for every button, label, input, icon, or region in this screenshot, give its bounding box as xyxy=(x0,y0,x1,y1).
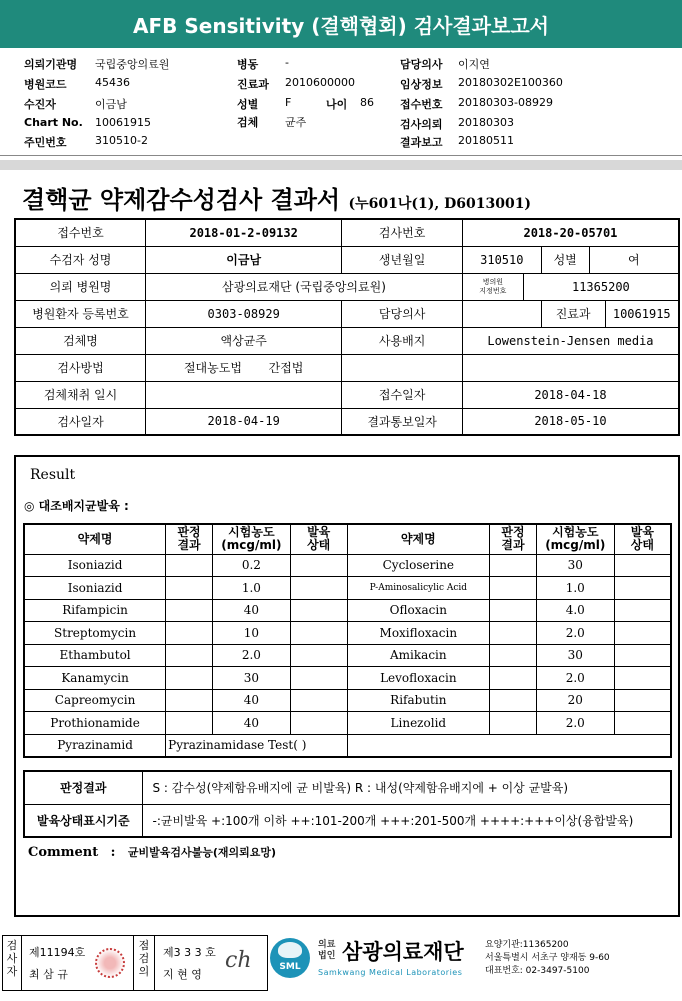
inspector-name: 최 삼 규 xyxy=(29,968,68,981)
conc-cell: 40 xyxy=(212,599,290,622)
comment-label: Comment xyxy=(28,845,99,860)
specimen-value: 액상균주 xyxy=(146,327,342,354)
method-indirect: 간접법 xyxy=(268,361,304,375)
info-value: F xyxy=(285,96,292,109)
org-code: 요양기관:11365200 xyxy=(485,940,569,950)
info-value: 2010600000 xyxy=(285,76,355,89)
age-value: 86 xyxy=(360,96,374,109)
judge-legend-text: S : 감수성(약제함유배지에 균 비발육) R : 내성(약제함유배지에 + 이상 균발육) xyxy=(142,771,671,804)
info-label: 병동 xyxy=(237,58,259,71)
accept-label: 접수일자 xyxy=(342,381,463,408)
document-title xyxy=(22,180,531,215)
divider xyxy=(154,936,155,990)
hospital-code-label-line2: 지정번호 xyxy=(479,286,507,295)
org-prefix xyxy=(318,940,335,962)
method-value xyxy=(146,354,342,381)
growth-header-line1: 발육 xyxy=(307,525,331,540)
info-label: 성별 xyxy=(237,98,259,111)
table-row xyxy=(24,689,671,712)
notify-value: 2018-05-10 xyxy=(462,408,679,435)
judge-header-line2: 결과 xyxy=(501,538,525,553)
growth-cell xyxy=(614,644,671,667)
org-prefix-2: 법인 xyxy=(318,951,336,961)
divider xyxy=(0,155,682,156)
drug-name: Capreomycin xyxy=(24,689,166,712)
conc-cell: 0.2 xyxy=(212,554,290,577)
hospital-code-label xyxy=(462,273,523,300)
conc-cell: 1.0 xyxy=(212,577,290,600)
info-label: 임상정보 xyxy=(400,78,443,91)
result-title: Result xyxy=(30,467,76,483)
divider xyxy=(21,936,22,990)
judge-legend-label: 판정결과 xyxy=(24,771,142,804)
table-row xyxy=(24,712,671,735)
test-date-label: 검사일자 xyxy=(15,408,146,435)
judge-cell xyxy=(490,599,537,622)
info-value: 20180511 xyxy=(458,134,514,147)
drug-name: Linezolid xyxy=(347,712,490,735)
table-row xyxy=(24,734,671,757)
divider xyxy=(133,936,134,990)
growth-header xyxy=(614,524,671,554)
conc-cell: 10 xyxy=(212,622,290,645)
judge-header-line1: 판정 xyxy=(501,525,525,540)
judge-cell xyxy=(166,577,213,600)
drug-name: Amikacin xyxy=(347,644,490,667)
medium-label: 사용배지 xyxy=(342,327,463,354)
judge-cell xyxy=(166,712,213,735)
patient-label: 수검자 성명 xyxy=(15,246,146,273)
control-growth-label: ◎ 대조배지균발육 : xyxy=(24,499,129,513)
seal-stamp xyxy=(95,948,125,978)
birth-label: 생년월일 xyxy=(342,246,463,273)
report-banner xyxy=(0,0,682,48)
conc-header-line1: 시험농도 xyxy=(552,525,599,540)
info-block xyxy=(0,52,682,152)
org-address: 서울특별시 서초구 양재동 9-60 xyxy=(485,953,610,963)
notify-label: 결과통보일자 xyxy=(342,408,463,435)
conc-cell: 20 xyxy=(536,689,614,712)
growth-cell xyxy=(290,689,347,712)
drug-name: Prothionamide xyxy=(24,712,166,735)
document-title-text: 결핵균 약제감수성검사 결과서 xyxy=(22,185,341,214)
judge-cell xyxy=(490,712,537,735)
judge-cell xyxy=(490,644,537,667)
info-value: 20180303-08929 xyxy=(458,96,553,109)
drug-name: Cycloserine xyxy=(347,554,490,577)
org-phone: 대표번호: 02-3497-5100 xyxy=(485,966,590,976)
growth-legend-text: -:균비발육 +:100개 이하 ++:101-200개 +++:201-500개 ++++:+++이상(융합발육) xyxy=(142,804,671,837)
info-label: 검사의뢰 xyxy=(400,118,443,131)
org-english-name: Samkwang Medical Laboratories xyxy=(318,968,463,977)
growth-cell xyxy=(614,667,671,690)
table-row xyxy=(24,577,671,600)
judge-cell xyxy=(166,689,213,712)
growth-cell xyxy=(614,599,671,622)
collect-label: 검체채취 일시 xyxy=(15,381,146,408)
info-value: - xyxy=(285,56,289,69)
info-value: 20180302E100360 xyxy=(458,76,563,89)
judge-cell xyxy=(490,554,537,577)
verifier-label: 점검의 xyxy=(138,939,150,978)
growth-legend-label: 발육상태표시기준 xyxy=(24,804,142,837)
info-value: 310510-2 xyxy=(95,134,148,147)
judge-cell xyxy=(490,667,537,690)
verifier-number: 제3 3 3 호 xyxy=(163,946,216,959)
judge-cell xyxy=(166,554,213,577)
comment xyxy=(28,844,276,860)
growth-cell xyxy=(614,622,671,645)
method-label: 검사방법 xyxy=(15,354,146,381)
drug-name: Pyrazinamid xyxy=(24,734,166,757)
hospital-code-label-line1: 병의원 xyxy=(482,277,503,286)
drug-header: 약제명 xyxy=(347,524,490,554)
info-label: 의뢰기관명 xyxy=(24,58,78,71)
hospital-code-value: 11365200 xyxy=(523,273,679,300)
drug-name: Rifabutin xyxy=(347,689,490,712)
drug-name: Kanamycin xyxy=(24,667,166,690)
growth-header xyxy=(290,524,347,554)
growth-cell xyxy=(614,554,671,577)
growth-cell xyxy=(290,667,347,690)
drug-name: Rifampicin xyxy=(24,599,166,622)
info-label: 검체 xyxy=(237,116,259,129)
table-row xyxy=(24,599,671,622)
reg-no-label: 병원환자 등록번호 xyxy=(15,300,146,327)
receipt-no-label: 접수번호 xyxy=(15,219,146,246)
judge-header xyxy=(490,524,537,554)
result-section xyxy=(14,455,680,917)
info-label: 담당의사 xyxy=(400,58,443,71)
hospital-value: 삼광의료재단 (국립중앙의료원) xyxy=(146,273,463,300)
drug-header: 약제명 xyxy=(24,524,166,554)
conc-header xyxy=(536,524,614,554)
drug-name: Moxifloxacin xyxy=(347,622,490,645)
drug-table xyxy=(23,523,672,758)
empty-cell xyxy=(462,354,679,381)
growth-cell xyxy=(290,712,347,735)
table-row xyxy=(24,644,671,667)
conc-cell: 4.0 xyxy=(536,599,614,622)
specimen-label: 검체명 xyxy=(15,327,146,354)
judge-cell xyxy=(166,599,213,622)
org-contact xyxy=(485,939,610,978)
table-row xyxy=(24,622,671,645)
patient-value: 이금남 xyxy=(146,246,342,273)
info-value: 20180303 xyxy=(458,116,514,129)
judge-cell xyxy=(490,577,537,600)
verifier-name: 지 현 영 xyxy=(163,968,202,981)
growth-cell xyxy=(614,577,671,600)
conc-cell: 2.0 xyxy=(536,667,614,690)
reg-no-value: 0303-08929 xyxy=(146,300,342,327)
drug-name: Ofloxacin xyxy=(347,599,490,622)
org-name: 삼광의료재단 xyxy=(342,940,464,964)
info-label: 접수번호 xyxy=(400,98,443,111)
info-value: 이지연 xyxy=(458,58,490,71)
hospital-label: 의뢰 병원명 xyxy=(15,273,146,300)
conc-header-line2: (mcg/ml) xyxy=(545,538,606,553)
info-value: 국립중앙의료원 xyxy=(95,58,170,71)
growth-header-line1: 발육 xyxy=(630,525,654,540)
info-label: 진료과 xyxy=(237,78,269,91)
test-no-value: 2018-20-05701 xyxy=(462,219,679,246)
test-date-value: 2018-04-19 xyxy=(146,408,342,435)
signature-mark: ch xyxy=(225,948,252,973)
registration-table xyxy=(14,218,680,436)
growth-cell xyxy=(290,644,347,667)
drug-name: Streptomycin xyxy=(24,622,166,645)
conc-header-line2: (mcg/ml) xyxy=(221,538,282,553)
judge-header-line1: 판정 xyxy=(177,525,201,540)
receipt-no-value: 2018-01-2-09132 xyxy=(146,219,342,246)
report-title: AFB Sensitivity (결핵협회) 검사결과보고서 xyxy=(133,13,549,38)
conc-header-line1: 시험농도 xyxy=(228,525,275,540)
doctor-value xyxy=(462,300,541,327)
judge-cell xyxy=(490,689,537,712)
document-code: (누601나(1), D6013001) xyxy=(348,196,532,212)
drug-name: Isoniazid xyxy=(24,554,166,577)
comment-text: 균비발육검사불능(재의뢰요망) xyxy=(127,846,277,859)
growth-cell xyxy=(290,577,347,600)
method-absolute: 절대농도법 xyxy=(183,361,242,375)
conc-cell: 2.0 xyxy=(536,712,614,735)
growth-cell xyxy=(614,712,671,735)
conc-cell: 40 xyxy=(212,712,290,735)
info-label: Chart No. xyxy=(24,116,83,129)
conc-cell: 2.0 xyxy=(212,644,290,667)
drug-name: P-Aminosalicylic Acid xyxy=(347,577,490,600)
info-value: 10061915 xyxy=(95,116,151,129)
judge-cell xyxy=(166,622,213,645)
inspector-label: 검사자 xyxy=(6,939,18,978)
empty-cell xyxy=(347,734,671,757)
table-row xyxy=(24,554,671,577)
info-value: 45436 xyxy=(95,76,130,89)
org-prefix-1: 의료 xyxy=(318,940,336,950)
signature-box xyxy=(2,935,268,991)
conc-header xyxy=(212,524,290,554)
info-label: 주민번호 xyxy=(24,136,67,149)
info-label: 결과보고 xyxy=(400,136,443,149)
pza-test: Pyrazinamidase Test( ) xyxy=(166,734,347,757)
empty-cell xyxy=(342,354,463,381)
conc-cell: 1.0 xyxy=(536,577,614,600)
inspector-number: 제11194호 xyxy=(29,946,86,959)
growth-cell xyxy=(614,689,671,712)
doctor-label: 담당의사 xyxy=(342,300,463,327)
judge-cell xyxy=(166,644,213,667)
judge-cell xyxy=(166,667,213,690)
divider-band xyxy=(0,160,682,170)
growth-cell xyxy=(290,622,347,645)
judge-header xyxy=(166,524,213,554)
growth-header-line2: 상태 xyxy=(307,538,331,553)
age-label: 나이 xyxy=(326,98,348,111)
judge-cell xyxy=(490,622,537,645)
growth-cell xyxy=(290,554,347,577)
info-value: 이금남 xyxy=(95,98,127,111)
comment-sep: : xyxy=(110,845,116,860)
dept-label: 진료과 xyxy=(541,300,605,327)
legend-table xyxy=(23,770,672,838)
accept-value: 2018-04-18 xyxy=(462,381,679,408)
test-no-label: 검사번호 xyxy=(342,219,463,246)
info-label: 병원코드 xyxy=(24,78,67,91)
growth-cell xyxy=(290,599,347,622)
conc-cell: 30 xyxy=(212,667,290,690)
conc-cell: 30 xyxy=(536,554,614,577)
sex-label: 성별 xyxy=(541,246,589,273)
drug-name: Ethambutol xyxy=(24,644,166,667)
logo-text: SML xyxy=(279,962,301,972)
judge-header-line2: 결과 xyxy=(177,538,201,553)
medium-value: Lowenstein-Jensen media xyxy=(462,327,679,354)
conc-cell: 2.0 xyxy=(536,622,614,645)
growth-header-line2: 상태 xyxy=(630,538,654,553)
drug-name: Isoniazid xyxy=(24,577,166,600)
birth-value: 310510 xyxy=(462,246,541,273)
info-label: 수진자 xyxy=(24,98,56,111)
conc-cell: 40 xyxy=(212,689,290,712)
drug-name: Levofloxacin xyxy=(347,667,490,690)
dept-value: 10061915 xyxy=(605,300,679,327)
sml-logo xyxy=(270,938,310,978)
table-row xyxy=(24,667,671,690)
collect-value xyxy=(146,381,342,408)
conc-cell: 30 xyxy=(536,644,614,667)
info-value: 균주 xyxy=(285,116,307,129)
sex-value: 여 xyxy=(589,246,679,273)
